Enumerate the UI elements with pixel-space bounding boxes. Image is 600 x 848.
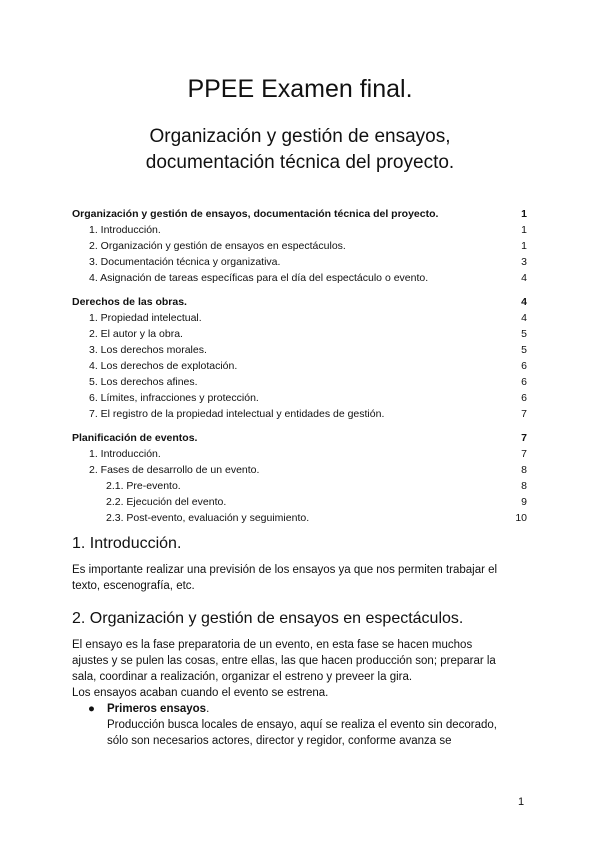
toc-item-page: 5 [521, 344, 527, 356]
toc-heading-label: Planificación de eventos. [72, 432, 198, 444]
toc-item-label: 1. Introducción. [89, 448, 161, 460]
toc-heading-page: 7 [521, 432, 527, 444]
toc-spacer [72, 422, 527, 430]
toc-heading[interactable] [72, 294, 527, 310]
toc-item-page: 7 [521, 448, 527, 460]
document-subtitle [0, 124, 600, 176]
subtitle-line-2: documentación técnica del proyecto. [145, 152, 455, 173]
toc-item-label: 2. El autor y la obra. [89, 328, 183, 340]
bullet-title-text: Primeros ensayos [107, 703, 207, 715]
bullet-line: Producción busca locales de ensayo, aquí se realiza el evento sin decorado, [107, 719, 497, 731]
subtitle-line-1: Organización y gestión de ensayos, [149, 126, 451, 147]
toc-item-label: 6. Límites, infracciones y protección. [89, 392, 259, 404]
bullet-line: sólo son necesarios actores, director y regidor, conforme avanza se [107, 735, 452, 747]
toc-item[interactable] [72, 462, 527, 478]
toc-heading-label: Derechos de las obras. [72, 296, 187, 308]
toc-item[interactable] [72, 342, 527, 358]
toc-item[interactable] [72, 446, 527, 462]
paragraph-line: Es importante realizar una previsión de los ensayos ya que nos permiten trabajar el [72, 564, 498, 576]
toc-subitem[interactable] [72, 510, 527, 526]
section-heading-introduccion: 1. Introducción. [72, 535, 182, 552]
toc-item[interactable] [72, 222, 527, 238]
toc-item-label: 1. Introducción. [89, 224, 161, 236]
paragraph-line: sala, coordinar a realización, organizar el estreno y preveer la gira. [72, 671, 413, 683]
toc-item-label: 7. El registro de la propiedad intelectual y entidades de gestión. [89, 408, 385, 420]
paragraph-line: El ensayo es la fase preparatoria de un evento, en esta fase se hacen muchos [72, 639, 473, 651]
toc-heading-label: Organización y gestión de ensayos, documentación técnica del proyecto. [72, 208, 439, 220]
toc-item-page: 3 [521, 256, 527, 268]
toc-item[interactable] [72, 326, 527, 342]
bullet-icon: ● [88, 703, 95, 715]
section-heading-organizacion: 2. Organización y gestión de ensayos en espectáculos. [72, 610, 464, 627]
toc-subitem-label: 2.3. Post-evento, evaluación y seguimiento. [106, 512, 310, 524]
toc-subitem-page: 9 [521, 496, 527, 508]
paragraph-line: ajustes y se pulen las cosas, entre ellas, las que hacen producción son; preparar la [72, 655, 496, 667]
section-paragraph [72, 562, 532, 594]
toc-item[interactable] [72, 374, 527, 390]
toc-item-page: 6 [521, 392, 527, 404]
toc-item-label: 4. Los derechos de explotación. [89, 360, 238, 372]
toc-heading[interactable] [72, 430, 527, 446]
toc-subitem-label: 2.2. Ejecución del evento. [106, 496, 227, 508]
toc-item-label: 3. Documentación técnica y organizativa. [89, 256, 281, 268]
section-paragraph [72, 637, 532, 701]
toc-subitem-label: 2.1. Pre-evento. [106, 480, 181, 492]
toc-item-page: 4 [521, 272, 527, 284]
toc-subitem-page: 10 [515, 512, 527, 524]
toc-item[interactable] [72, 310, 527, 326]
document-title: PPEE Examen final. [187, 75, 413, 103]
toc-subitem-page: 8 [521, 480, 527, 492]
toc-item-page: 5 [521, 328, 527, 340]
toc-item-label: 4. Asignación de tareas específicas para el día del espectáculo o evento. [89, 272, 429, 284]
toc-item-page: 4 [521, 312, 527, 324]
toc-subitem[interactable] [72, 478, 527, 494]
toc-item-label: 5. Los derechos afines. [89, 376, 198, 388]
toc-heading[interactable] [72, 206, 527, 222]
toc-item[interactable] [72, 406, 527, 422]
toc-item-label: 3. Los derechos morales. [89, 344, 207, 356]
paragraph-line: Los ensayos acaban cuando el evento se estrena. [72, 687, 329, 699]
paragraph-line: texto, escenografía, etc. [72, 580, 195, 592]
toc-item-label: 1. Propiedad intelectual. [89, 312, 202, 324]
toc-item-page: 1 [521, 224, 527, 236]
toc-item-page: 7 [521, 408, 527, 420]
toc-item-page: 6 [521, 360, 527, 372]
table-of-contents [72, 206, 527, 526]
toc-item[interactable] [72, 238, 527, 254]
toc-item[interactable] [72, 390, 527, 406]
toc-item[interactable] [72, 358, 527, 374]
toc-heading-page: 1 [521, 208, 527, 220]
page-number: 1 [518, 796, 525, 808]
toc-item-page: 1 [521, 240, 527, 252]
bullet-text [107, 717, 528, 749]
bullet-title [107, 701, 209, 717]
bullet-title-suffix: . [206, 703, 210, 715]
toc-item[interactable] [72, 254, 527, 270]
toc-item-page: 6 [521, 376, 527, 388]
toc-item[interactable] [72, 270, 527, 286]
toc-item-label: 2. Fases de desarrollo de un evento. [89, 464, 260, 476]
toc-item-page: 8 [521, 464, 527, 476]
toc-heading-page: 4 [521, 296, 527, 308]
toc-subitem[interactable] [72, 494, 527, 510]
toc-spacer [72, 286, 527, 294]
toc-item-label: 2. Organización y gestión de ensayos en espectáculos. [89, 240, 346, 252]
